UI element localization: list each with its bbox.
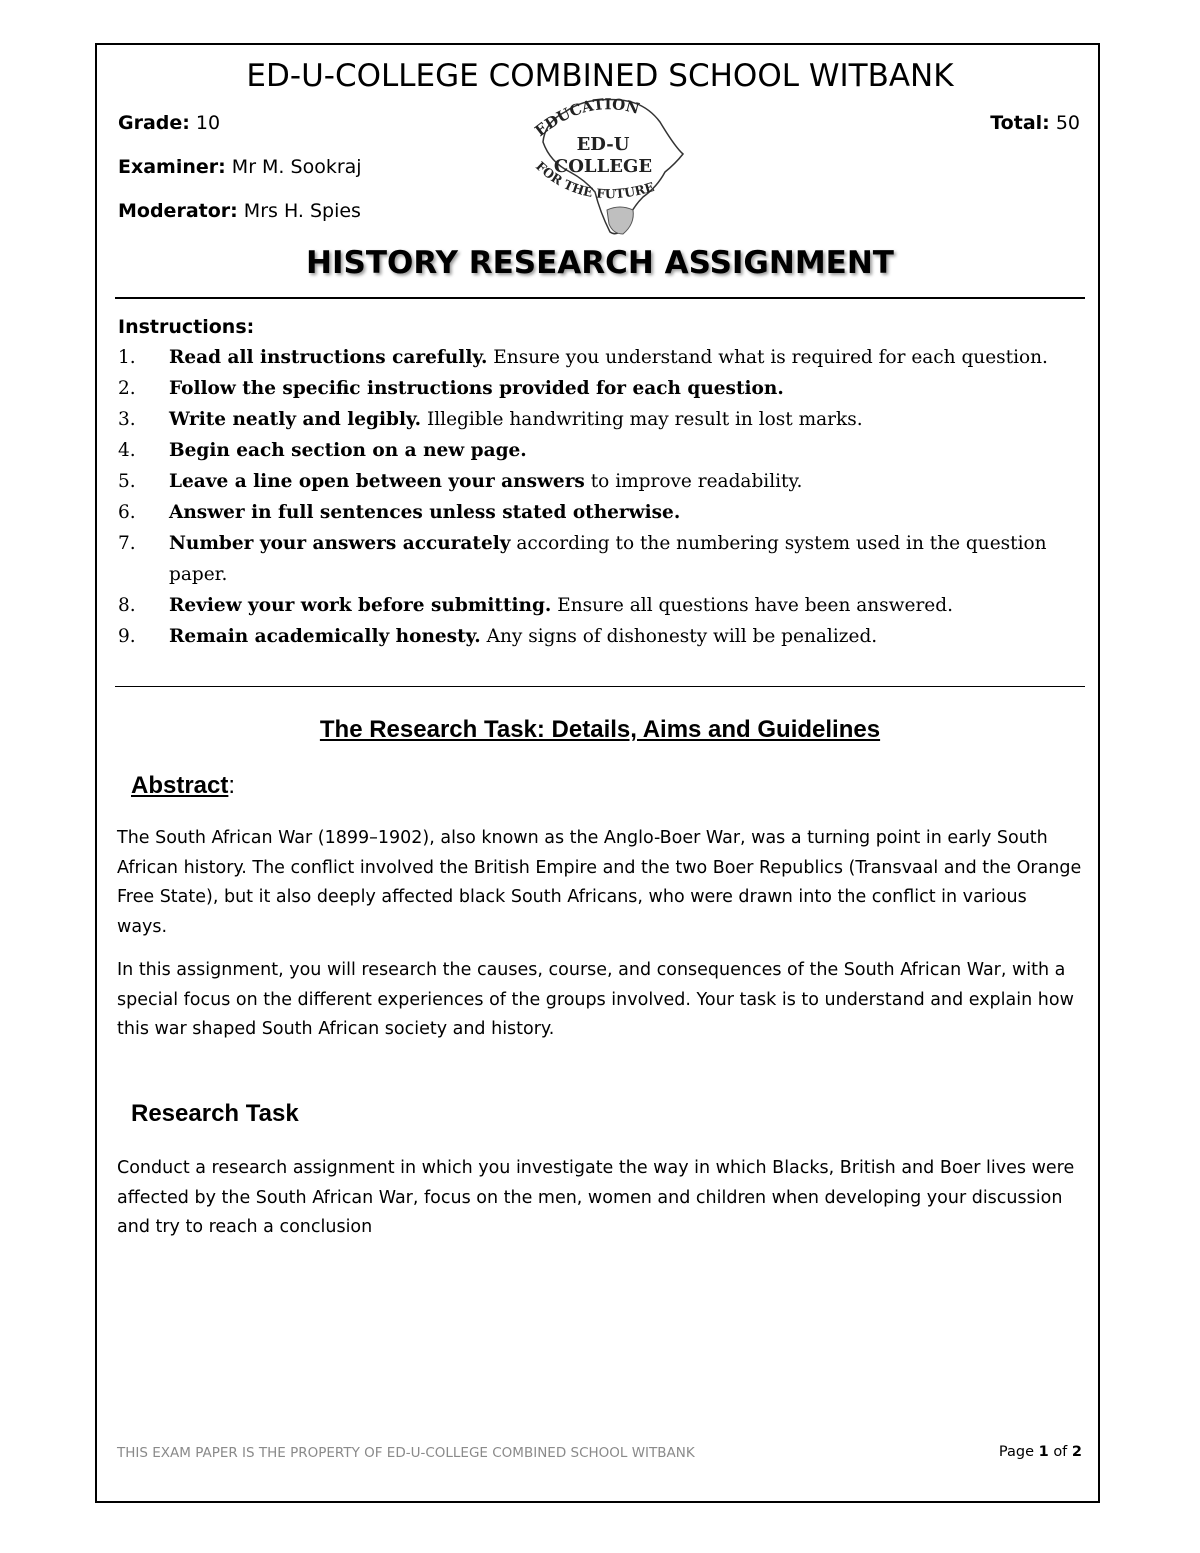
instructions-heading: Instructions: xyxy=(118,316,255,338)
abstract-paragraph-2: In this assignment, you will research the causes, course, and consequences of the South African War, with a special focus on the different experiences of the groups involved. Your task is to understand and explain how this war shaped South African society and history. xyxy=(117,960,1074,1039)
instruction-bold-text: Read all instructions carefully. xyxy=(169,347,488,368)
examiner-value: Mr M. Sookraj xyxy=(231,156,362,178)
research-task-subheading: Research Task xyxy=(131,1100,299,1127)
total-label: Total: xyxy=(990,112,1050,134)
instruction-text xyxy=(169,621,1088,652)
instruction-text xyxy=(169,404,1088,435)
instruction-item xyxy=(118,404,1088,435)
logo-arc-top: EDUCATION xyxy=(531,95,642,140)
instruction-bold-text: Follow the specific instructions provided for each question. xyxy=(169,378,784,399)
school-name: ED-U-COLLEGE COMBINED SCHOOL WITBANK xyxy=(246,58,954,94)
instruction-item xyxy=(118,373,1088,404)
instruction-text xyxy=(169,373,1088,404)
grade-label: Grade: xyxy=(118,112,190,134)
instruction-number: 9. xyxy=(118,626,136,647)
instruction-bold-text: Begin each section on a new page. xyxy=(169,440,527,461)
of-word: of xyxy=(1053,1444,1068,1460)
instruction-item xyxy=(118,435,1088,466)
moderator-line xyxy=(118,200,361,222)
instruction-item xyxy=(118,342,1088,373)
research-task-text: Conduct a research assignment in which you investigate the way in which Blacks, British and Boer lives were affected by the South African War, focus on the men, women and children when developing your discussion and try to reach a conclusion xyxy=(117,1158,1075,1237)
school-logo xyxy=(525,92,690,242)
instruction-bold-text: Number your answers accurately xyxy=(169,533,511,554)
instruction-item xyxy=(118,497,1088,528)
south-africa-shape-icon xyxy=(607,207,633,234)
instruction-number: 3. xyxy=(118,409,136,430)
instruction-bold-text: Review your work before submitting. xyxy=(169,595,552,616)
instruction-text xyxy=(169,590,1088,621)
instruction-text xyxy=(169,497,1088,528)
instruction-bold-text: Leave a line open between your answers xyxy=(169,471,585,492)
logo-line2: COLLEGE xyxy=(553,156,653,177)
assignment-title: HISTORY RESEARCH ASSIGNMENT xyxy=(306,245,894,281)
instruction-rest-text: Any signs of dishonesty will be penalized. xyxy=(480,626,878,647)
examiner-label: Examiner: xyxy=(118,156,226,178)
instruction-number: 8. xyxy=(118,595,136,616)
total-line xyxy=(990,112,1080,134)
research-task-heading: The Research Task: Details, Aims and Guidelines xyxy=(319,716,881,743)
grade-value: 10 xyxy=(195,112,221,134)
instruction-number: 2. xyxy=(118,378,136,399)
instruction-bold-text: Write neatly and legibly. xyxy=(169,409,422,430)
instructions-list xyxy=(118,342,1088,652)
instruction-item xyxy=(118,590,1088,621)
instruction-number: 4. xyxy=(118,440,136,461)
footer-property-notice: THIS EXAM PAPER IS THE PROPERTY OF ED-U-COLLEGE COMBINED SCHOOL WITBANK xyxy=(117,1445,695,1461)
instruction-text xyxy=(169,466,1088,497)
instruction-bold-text: Remain academically honesty. xyxy=(169,626,481,647)
logo-arc-bottom: FOR THE FUTURE xyxy=(532,158,656,202)
instruction-rest-text: Ensure all questions have been answered. xyxy=(551,595,953,616)
footer-page-number xyxy=(999,1444,1082,1460)
instruction-rest-text: according to the numbering system used in the question paper. xyxy=(169,533,1047,585)
page-total: 2 xyxy=(1071,1444,1082,1460)
instruction-number: 1. xyxy=(118,347,136,368)
instruction-number: 6. xyxy=(118,502,136,523)
instruction-bold-text: Answer in full sentences unless stated otherwise. xyxy=(169,502,681,523)
instruction-item xyxy=(118,528,1088,590)
moderator-value: Mrs H. Spies xyxy=(243,200,361,222)
instruction-item xyxy=(118,466,1088,497)
moderator-label: Moderator: xyxy=(118,200,238,222)
instruction-rest-text: Illegible handwriting may result in lost marks. xyxy=(421,409,863,430)
abstract-heading-text: Abstract xyxy=(131,772,229,799)
divider-middle xyxy=(115,686,1085,687)
abstract-heading xyxy=(131,772,235,800)
examiner-line xyxy=(118,156,362,178)
instruction-text xyxy=(169,342,1088,373)
instruction-text xyxy=(169,528,1088,590)
divider-top xyxy=(115,297,1085,299)
instruction-rest-text: to improve readability. xyxy=(584,471,803,492)
total-value: 50 xyxy=(1055,112,1080,134)
page-current: 1 xyxy=(1038,1444,1049,1460)
abstract-heading-colon: : xyxy=(228,772,236,799)
instruction-number: 5. xyxy=(118,471,136,492)
grade-line xyxy=(118,112,220,134)
abstract-paragraph-1: The South African War (1899–1902), also known as the Anglo-Boer War, was a turning point in early South African history. The conflict involved the British Empire and the two Boer Republics (Transvaal and the Orange Free State), but it also deeply affected black South Africans, who were drawn into the conflict in various ways. xyxy=(117,828,1082,937)
logo-line1: ED-U xyxy=(576,134,630,155)
instruction-number: 7. xyxy=(118,533,136,554)
page-word: Page xyxy=(998,1444,1034,1460)
instruction-item xyxy=(118,621,1088,652)
instruction-text xyxy=(169,435,1088,466)
instruction-rest-text: Ensure you understand what is required for each question. xyxy=(487,347,1048,368)
